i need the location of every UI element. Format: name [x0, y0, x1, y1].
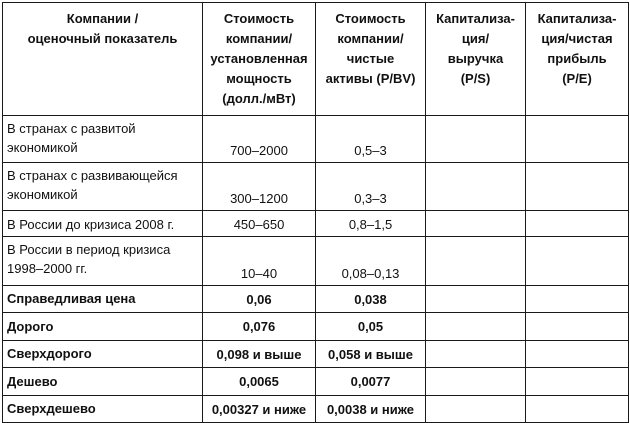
cell-pe	[526, 163, 629, 211]
cell-ps	[426, 237, 526, 286]
cell-value-per-capacity: 450–650	[203, 211, 316, 237]
header-company-indicator: Компании / оценочный показатель	[3, 3, 203, 116]
cell-value-per-capacity: 0,0065	[203, 368, 316, 396]
header-value-per-capacity: Стоимость компании/ установленная мощность (долл./мВт)	[203, 3, 316, 116]
table-row	[3, 286, 629, 313]
cell-pbv: 0,05	[316, 313, 426, 341]
cell-value-per-capacity: 10–40	[203, 237, 316, 286]
header-ps: Капитализа- ция/ выручка (P/S)	[426, 3, 526, 116]
header-pe: Капитализа- ция/чистая прибыль (P/E)	[526, 3, 629, 116]
row-label: Справедливая цена	[3, 286, 203, 313]
header-row	[3, 3, 629, 116]
cell-ps	[426, 396, 526, 423]
cell-ps	[426, 286, 526, 313]
cell-pbv: 0,5–3	[316, 116, 426, 163]
cell-pe	[526, 396, 629, 423]
cell-ps	[426, 368, 526, 396]
cell-value-per-capacity: 700–2000	[203, 116, 316, 163]
cell-pe	[526, 237, 629, 286]
table-row	[3, 163, 629, 211]
cell-ps	[426, 211, 526, 237]
row-label: Сверхдорого	[3, 341, 203, 368]
table-row	[3, 116, 629, 163]
table-row	[3, 341, 629, 368]
cell-pbv: 0,8–1,5	[316, 211, 426, 237]
cell-pe	[526, 211, 629, 237]
cell-ps	[426, 163, 526, 211]
table-row	[3, 211, 629, 237]
cell-pe	[526, 116, 629, 163]
cell-ps	[426, 116, 526, 163]
cell-value-per-capacity: 0,098 и выше	[203, 341, 316, 368]
table-row	[3, 368, 629, 396]
row-label: В России в период кризиса 1998–2000 гг.	[3, 237, 203, 286]
cell-value-per-capacity: 0,076	[203, 313, 316, 341]
row-label: Дорого	[3, 313, 203, 341]
row-label: Сверхдешево	[3, 396, 203, 423]
cell-pbv: 0,0077	[316, 368, 426, 396]
row-label: В странах с развитой экономикой	[3, 116, 203, 163]
cell-pbv: 0,08–0,13	[316, 237, 426, 286]
cell-ps	[426, 341, 526, 368]
cell-pe	[526, 341, 629, 368]
cell-pe	[526, 286, 629, 313]
valuation-table	[2, 2, 629, 423]
cell-value-per-capacity: 300–1200	[203, 163, 316, 211]
cell-ps	[426, 313, 526, 341]
cell-pbv: 0,3–3	[316, 163, 426, 211]
table-row	[3, 237, 629, 286]
row-label: В России до кризиса 2008 г.	[3, 211, 203, 237]
row-label: В странах с развивающейся экономикой	[3, 163, 203, 211]
cell-value-per-capacity: 0,06	[203, 286, 316, 313]
cell-pbv: 0,038	[316, 286, 426, 313]
cell-pe	[526, 313, 629, 341]
table-row	[3, 313, 629, 341]
row-label: Дешево	[3, 368, 203, 396]
cell-pbv: 0,058 и выше	[316, 341, 426, 368]
header-pbv: Стоимость компании/ чистые активы (P/BV)	[316, 3, 426, 116]
cell-pe	[526, 368, 629, 396]
table-row	[3, 396, 629, 423]
cell-value-per-capacity: 0,00327 и ниже	[203, 396, 316, 423]
cell-pbv: 0,0038 и ниже	[316, 396, 426, 423]
